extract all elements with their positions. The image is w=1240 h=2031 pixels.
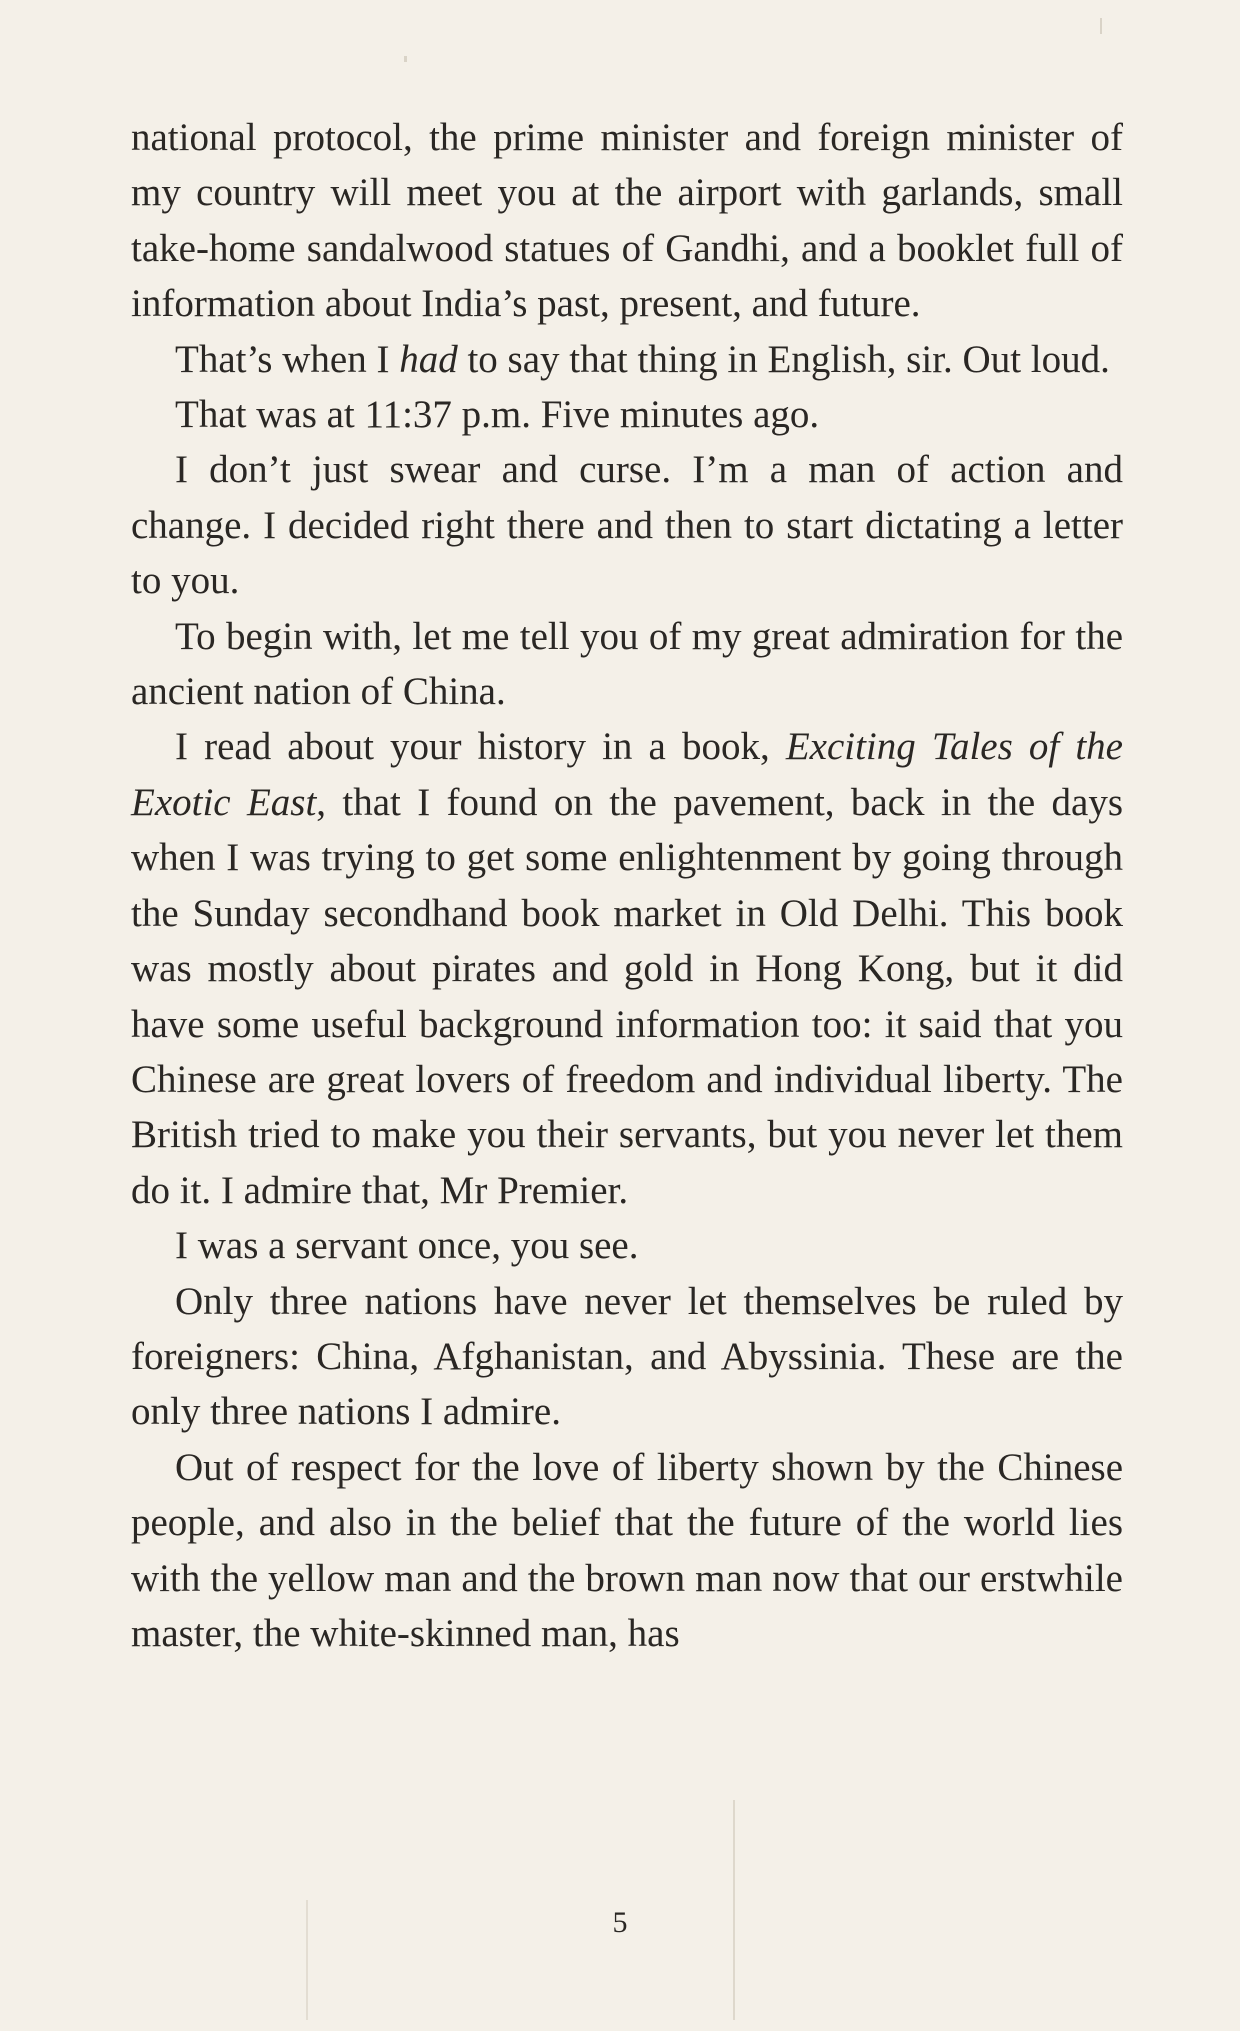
- text-run: I read about your history in a book,: [175, 725, 786, 769]
- text-run: to say that thing in English, sir. Out loud.: [457, 337, 1110, 381]
- paragraph: That was at 11:37 p.m. Five minutes ago.: [175, 393, 820, 437]
- paragraph: To begin with, let me tell you of my great admiration for the ancient nation of China.: [131, 614, 1123, 714]
- page-number: 5: [612, 1906, 628, 1939]
- emphasis-text: had: [399, 337, 458, 381]
- scan-mark: [404, 56, 407, 62]
- paragraph: [131, 719, 1123, 1218]
- paragraph: [131, 332, 1123, 387]
- body-text: [131, 110, 1123, 1661]
- paragraph: Out of respect for the love of liberty shown by the Chinese people, and also in the belief that the future of the world lies with the yellow man and the brown man now that our erstwhile master, the white-skinned man, has: [131, 1445, 1123, 1655]
- text-run: , that I found on the pavement, back in the days when I was trying to get some enlightenment by going through the Sunday secondhand book market in Old Delhi. This book was mostly about pirates and gold in Hong Kong, but it did have some useful background information too: it said that you Chinese are great lovers of freedom and individual liberty. The British tried to make you their servants, but you never let them do it. I admire that, Mr Premier.: [131, 780, 1123, 1212]
- text-run: That’s when I: [175, 337, 400, 381]
- scan-mark: [1100, 18, 1102, 34]
- paragraph: I was a servant once, you see.: [175, 1224, 639, 1268]
- book-title: Exciting Tales of the Exotic East: [131, 725, 1123, 824]
- paragraph: national protocol, the prime minister and foreign minister of my country will meet you at the airport with garlands, small take-home sandalwood statues of Gandhi, and a booklet full of information about India’s past, present, and future.: [131, 116, 1123, 326]
- paragraph: Only three nations have never let themselves be ruled by foreigners: China, Afghanistan, and Abyssinia. These are the only three nations I admire.: [131, 1279, 1123, 1434]
- paragraph: I don’t just swear and curse. I’m a man of action and change. I decided right there and then to start dictating a letter to you.: [131, 448, 1123, 603]
